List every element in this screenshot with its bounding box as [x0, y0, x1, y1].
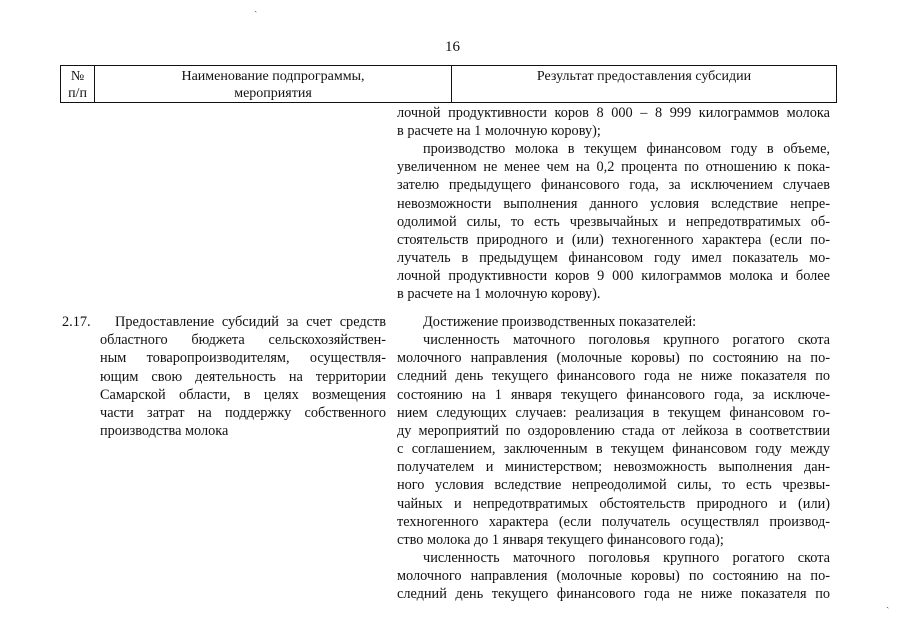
result-text-line: ного условия вследствие непреодолимой силы, то есть чрезвы-: [397, 477, 830, 494]
scan-speck: ˏ: [254, 2, 258, 13]
result-text-line: следний день текущего финансового года не ниже показателя по: [397, 368, 830, 385]
result-text-line: лучатель в предыдущем финансовом году имел показатель мо-: [397, 249, 830, 266]
header-name-line1: Наименование подпрограммы,: [181, 69, 365, 84]
name-text-line: областного бюджета сельскохозяйствен-: [100, 332, 386, 349]
header-number-line1: №: [70, 69, 85, 84]
result-text-line: нием следующих случаев: реализация в текущем финансовом го-: [397, 404, 830, 421]
result-text-line: Достижение производственных показателей:: [423, 314, 697, 330]
result-text-line: техногенного характера (если получатель осуществлял производ-: [397, 513, 830, 530]
result-text-line: численность маточного поголовья крупного рогатого скота: [423, 549, 830, 566]
header-result-column: Результат предоставления субсидии: [451, 66, 836, 102]
name-text-line: ющим свою деятельность на территории: [100, 368, 386, 385]
result-text-line: увеличенном не менее чем на 0,2 процента по отношению к пока-: [397, 159, 830, 176]
result-text-line: в расчете на 1 молочную корову);: [397, 123, 601, 140]
result-text-line: лочной продуктивности коров 9 000 килограммов молока и более: [397, 267, 830, 284]
name-text-line: части затрат на поддержку собственного: [100, 405, 386, 421]
header-number-column: [61, 66, 94, 102]
name-text-line: производства молока: [100, 423, 229, 440]
result-text-line: следний день текущего финансового года не ниже показателя по: [397, 586, 830, 603]
result-text-line: производство молока в текущем финансовом году в объеме,: [423, 141, 830, 158]
result-text-line: невозможности выполнения данного условия вследствие непре-: [397, 195, 830, 212]
result-text-line: стоятельств природного и (или) техногенного характера (если по-: [397, 231, 830, 248]
result-text-line: зателю предыдущего финансового года, за исключением случаев: [397, 177, 830, 194]
header-number-line2: п/п: [68, 86, 87, 101]
result-text-line: лочной продуктивности коров 8 000 – 8 999 килограммов молока: [397, 105, 830, 121]
result-text-line: одолимой силы, то есть чрезвычайных и непредотвратимых об-: [397, 213, 830, 230]
page-number: 16: [445, 39, 460, 55]
name-text-line: Предоставление субсидий за счет средств: [115, 314, 386, 330]
scan-speck: ˏ: [886, 598, 890, 609]
result-text-line: ство молока до 1 января текущего финансового года);: [397, 531, 724, 548]
row-number: 2.17.: [62, 314, 91, 330]
result-text-line: ду мероприятий по оздоровлению стада от лейкоза в соответствии: [397, 422, 830, 439]
result-text-line: получателем и министерством; невозможность выполнения дан-: [397, 459, 830, 476]
name-text-line: ным товаропроизводителям, осуществля-: [100, 350, 386, 367]
result-text-line: численность маточного поголовья крупного рогатого скота: [423, 332, 830, 349]
header-name-column: [94, 66, 451, 102]
result-text-line: состоянию на 1 января текущего финансового года, за исключе-: [397, 386, 830, 403]
result-text-line: молочного направления (молочные коровы) по состоянию на по-: [397, 568, 830, 585]
result-text-line: в расчете на 1 молочную корову).: [397, 286, 601, 302]
result-text-line: чайных и непредотвратимых обстоятельств природного и (или): [397, 495, 830, 512]
result-text-line: с соглашением, заключенным в текущем финансовом году между: [397, 441, 830, 458]
result-text-line: молочного направления (молочные коровы) по состоянию на по-: [397, 350, 830, 367]
header-name-line2: мероприятия: [234, 86, 312, 101]
table-header: [60, 65, 837, 103]
name-text-line: Самарской области, в целях возмещения: [100, 386, 386, 403]
